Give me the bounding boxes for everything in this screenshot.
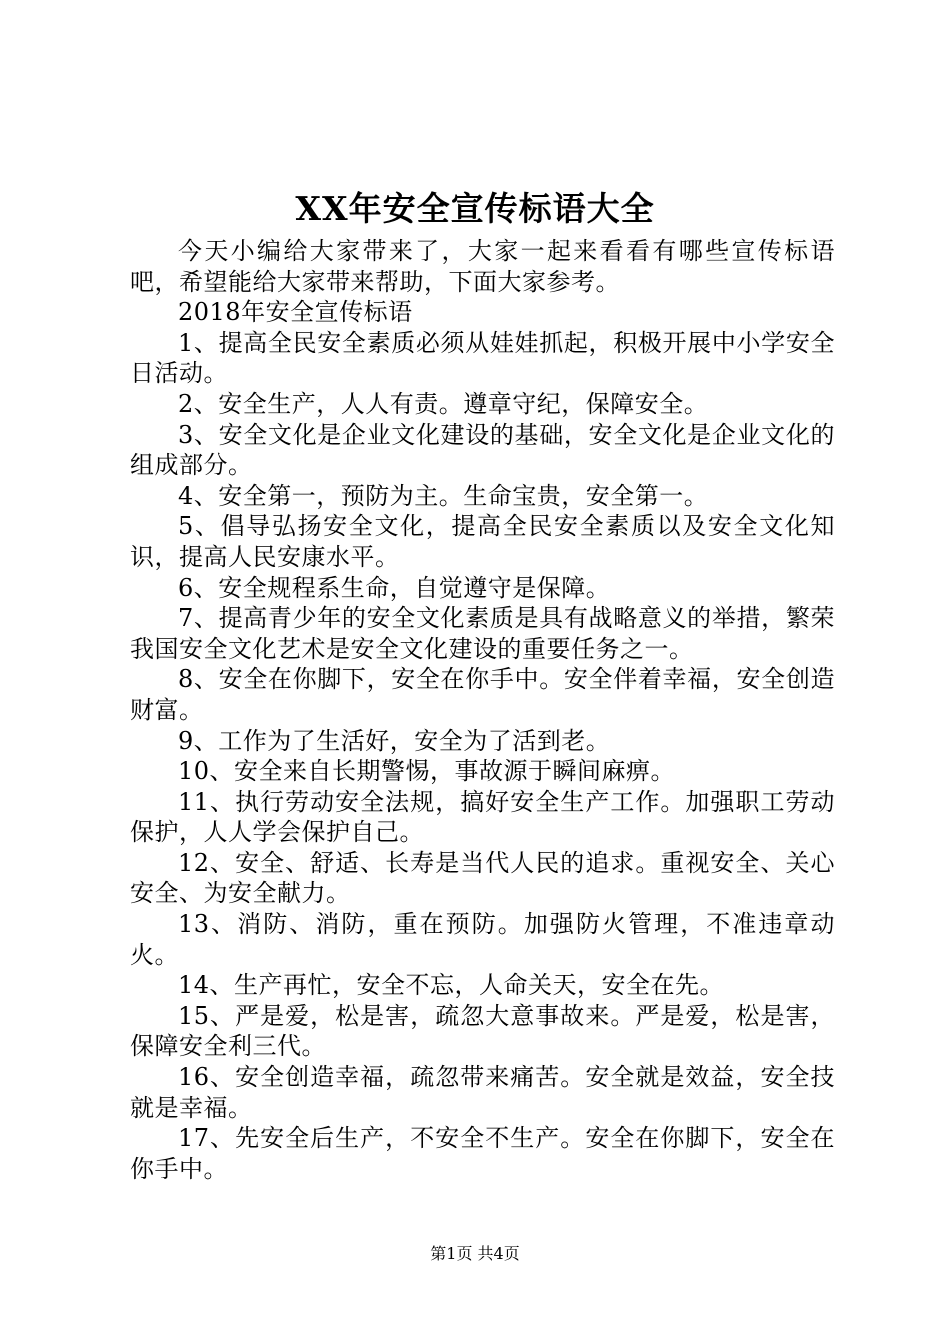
slogan-item: 14、生产再忙，安全不忘，人命关天，安全在先。 [178,971,725,1000]
intro-paragraph: 今天小编给大家带来了，大家一起来看看有哪些宣传标语吧，希望能给大家带来帮助，下面大家参考。 [130,237,835,296]
slogan-item: 15、严是爱，松是害，疏忽大意事故来。严是爱，松是害，保障安全利三代。 [130,1001,835,1061]
slogan-item: 4、安全第一，预防为主。生命宝贵，安全第一。 [178,481,709,510]
slogan-item: 7、提高青少年的安全文化素质是具有战略意义的举措，繁荣我国安全文化艺术是安全文化建设的重要任务之一。 [130,604,835,663]
slogan-item: 11、执行劳动安全法规，搞好安全生产工作。加强职工劳动保护，人人学会保护自己。 [130,787,835,847]
slogan-item: 1、提高全民安全素质必须从娃娃抓起，积极开展中小学安全日活动。 [130,328,835,388]
slogan-item: 13、消防、消防，重在预防。加强防火管理，不准违章动火。 [130,910,835,969]
slogan-item: 8、安全在你脚下，安全在你手中。安全伴着幸福，安全创造财富。 [130,665,835,724]
document-body [130,236,835,1184]
slogan-item: 12、安全、舒适、长寿是当代人民的追求。重视安全、关心安全、为安全献力。 [130,848,835,908]
slogan-item: 6、安全规程系生命，自觉遵守是保障。 [178,573,611,602]
slogan-item: 17、先安全后生产，不安全不生产。安全在你脚下，安全在你手中。 [130,1124,835,1183]
section-heading: 2018年安全宣传标语 [178,298,413,327]
slogan-item: 10、安全来自长期警惕，事故源于瞬间麻痹。 [178,757,676,786]
page-footer: 第1页 共4页 [430,1244,520,1263]
slogan-item: 5、倡导弘扬安全文化，提高全民安全素质以及安全文化知识，提高人民安康水平。 [130,512,835,571]
slogan-item: 9、工作为了生活好，安全为了活到老。 [178,726,611,755]
slogan-item: 2、安全生产，人人有责。遵章守纪，保障安全。 [178,389,709,418]
slogan-item: 3、安全文化是企业文化建设的基础，安全文化是企业文化的组成部分。 [130,420,835,480]
document-title: XX年安全宣传标语大全 [295,189,655,228]
slogan-item: 16、安全创造幸福，疏忽带来痛苦。安全就是效益，安全技就是幸福。 [130,1063,835,1122]
